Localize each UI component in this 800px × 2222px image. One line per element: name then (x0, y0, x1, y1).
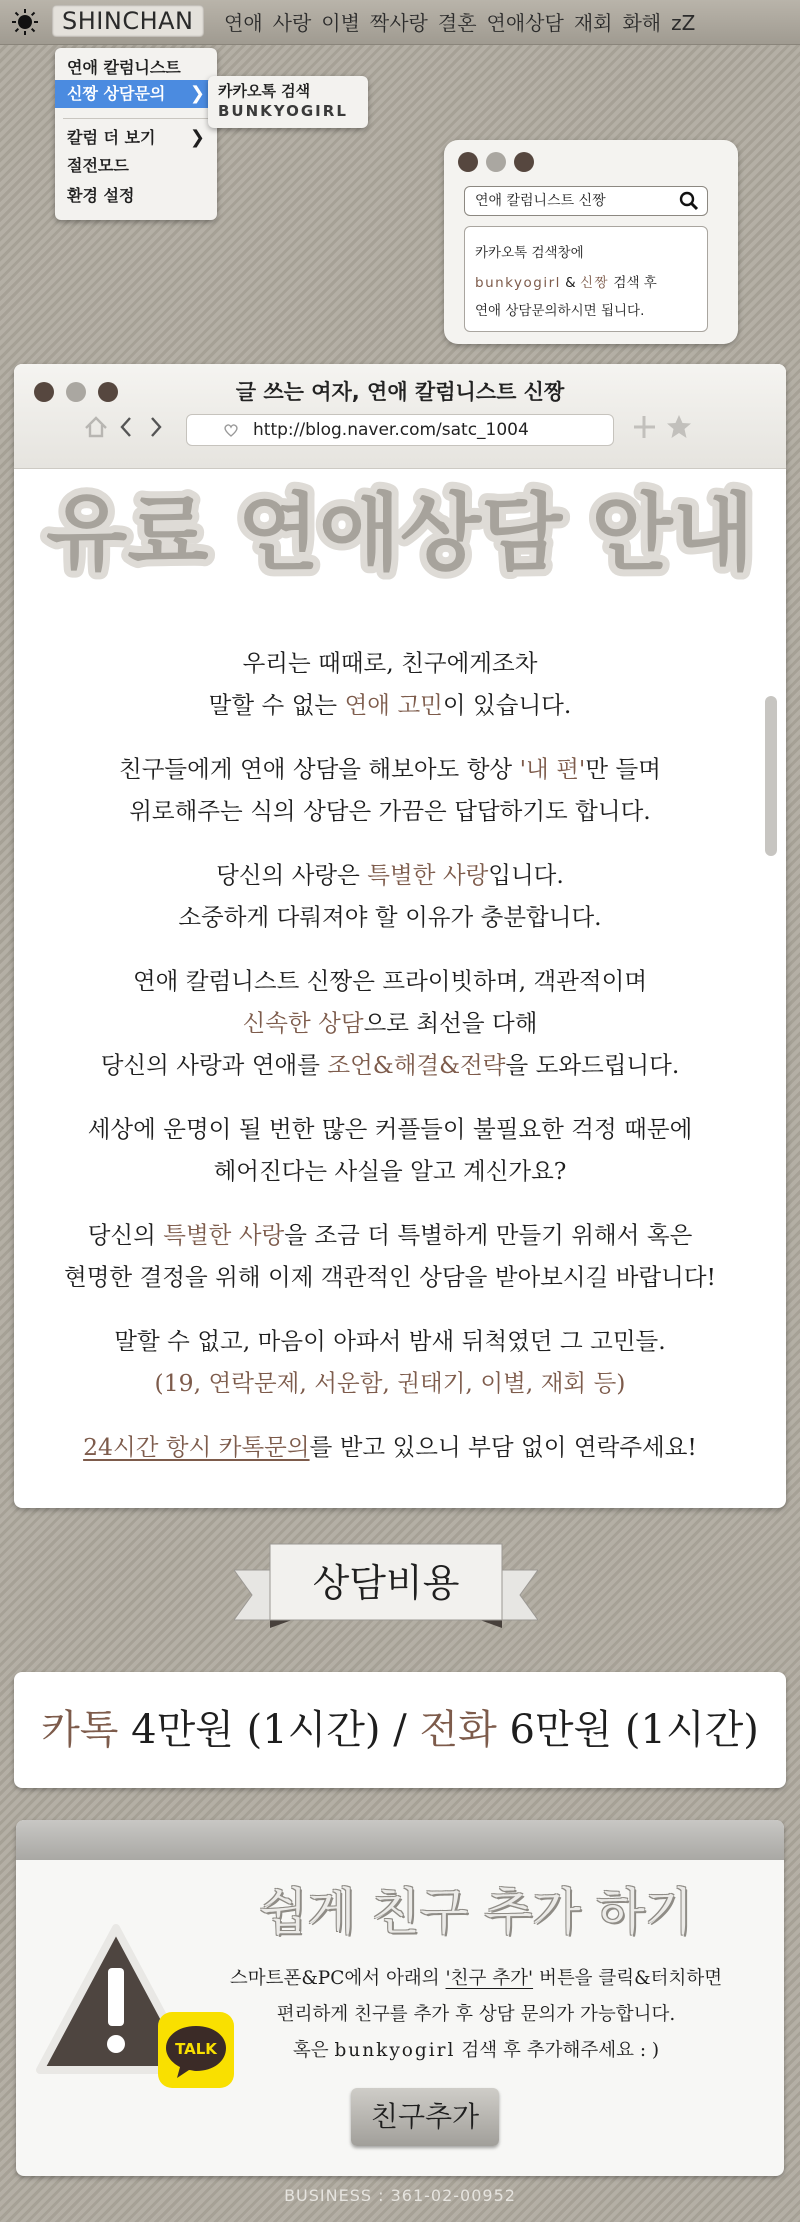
body-line: 우리는 때때로, 친구에게조차 (242, 649, 538, 677)
body-line: 말할 수 없는 연애 고민이 있습니다. (208, 691, 572, 719)
menu-item[interactable]: 사랑 (272, 11, 312, 35)
body-line: 연애 칼럼니스트 신짱은 프라이빗하며, 객관적이며 (132, 967, 648, 995)
window-close-dot[interactable] (458, 152, 478, 172)
menubar (0, 0, 800, 45)
dropdown-item-active[interactable]: 신짱 상담문의 ❯ (55, 80, 217, 108)
add-friend-button[interactable]: 친구추가 (351, 2088, 499, 2146)
body-line: 친구들에게 연애 상담을 해보아도 항상 '내 편'만 들며 (119, 755, 661, 783)
nav-buttons (82, 412, 172, 442)
body-line: 위로해주는 식의 상담은 가끔은 답답하기도 합니다. (129, 797, 651, 825)
warning-icon (32, 1920, 242, 2100)
panel-header (16, 1820, 784, 1860)
price-ribbon-label: 상담비용 (312, 1561, 460, 1605)
search-guide-note: 카카오톡 검색창에 bunkyogirl & 신짱 검색 후 연애 상담문의하시면 됩니다. (464, 226, 708, 332)
body-line: 당신의 사랑은 특별한 사랑입니다. (216, 861, 564, 889)
heart-icon (223, 422, 239, 438)
brand-menu[interactable]: SHINCHAN (52, 5, 204, 37)
panel-text: 편리하게 친구를 추가 후 상담 문의가 가능합니다. (276, 2004, 676, 2025)
menu-item[interactable]: zZ (671, 11, 696, 35)
browser-toolbar (14, 364, 786, 469)
svg-text:유료 연애상담 안내: 유료 연애상담 안내 (46, 484, 754, 582)
submenu-item[interactable]: BUNKYOGIRL (218, 102, 348, 120)
dropdown-item[interactable]: 연애 칼럼니스트 (67, 58, 181, 77)
body-line: 24시간 항시 카톡문의를 받고 있으니 부담 없이 연락주세요! (83, 1433, 697, 1461)
search-icon[interactable] (679, 191, 699, 211)
body-line: 신속한 상담으로 최선을 다해 (242, 1009, 538, 1037)
url-text: http://blog.naver.com/satc_1004 (253, 420, 529, 440)
kakao-talk-icon (158, 2012, 234, 2088)
body-line: 당신의 사랑과 연애를 조언&해결&전략을 도와드립니다. (100, 1051, 680, 1079)
main-browser-window (14, 364, 786, 1508)
chevron-right-icon: ❯ (189, 127, 205, 148)
window-maximize-dot[interactable] (514, 152, 534, 172)
panel-title: 쉽게 친구 추가 하기 (258, 1883, 694, 1941)
window-title: 글 쓰는 여자, 연애 칼럼니스트 신짱 (235, 380, 565, 404)
menu-item[interactable]: 이별 (321, 11, 360, 35)
chevron-right-icon: ❯ (189, 83, 205, 104)
dropdown-item[interactable]: 환경 설정 (67, 186, 135, 205)
dropdown-menu (55, 48, 217, 220)
dropdown-item[interactable]: 절전모드 (67, 156, 129, 175)
body-line: (19, 연락문제, 서운함, 권태기, 이별, 재회 등) (154, 1369, 626, 1397)
sun-icon[interactable] (12, 9, 38, 35)
forward-icon[interactable] (152, 418, 160, 436)
body-line: 세상에 운명이 될 번한 많은 커플들이 불필요한 걱정 때문에 (87, 1115, 693, 1143)
menu-item[interactable]: 결혼 (437, 11, 477, 35)
address-bar[interactable] (186, 414, 614, 446)
business-number: BUSINESS : 361-02-00952 (284, 2186, 516, 2205)
submenu (208, 76, 368, 128)
menu-item[interactable]: 연애상담 (486, 11, 564, 35)
body-line: 소중하게 다뤄져야 할 이유가 충분합니다. (178, 903, 602, 931)
divider (63, 118, 209, 119)
menu-items (224, 0, 705, 44)
body-line: 말할 수 없고, 마음이 아파서 밤새 뒤척였던 그 고민들. (114, 1327, 666, 1355)
body-line: 헤어진다는 사실을 알고 계신가요? (213, 1157, 567, 1185)
window-minimize-dot[interactable] (486, 152, 506, 172)
price-text: 카톡 4만원 (1시간) / 전화 6만원 (1시간) (41, 1707, 759, 1753)
scrollbar-thumb[interactable] (765, 696, 777, 856)
add-friend-panel (16, 1820, 784, 2176)
search-input[interactable]: 연애 칼럼니스트 신짱 (464, 186, 708, 216)
submenu-item[interactable]: 카카오톡 검색 (218, 82, 311, 100)
price-box (14, 1672, 786, 1788)
panel-text: 혹은 bunkyogirl 검색 후 추가해주세요 : ) (292, 2040, 660, 2061)
body-line: 당신의 특별한 사랑을 조금 더 특별하게 만들기 위해서 혹은 (87, 1221, 693, 1249)
dropdown-item[interactable]: 칼럼 더 보기 ❯ (55, 124, 217, 152)
back-icon[interactable] (122, 418, 130, 436)
plus-icon[interactable] (634, 416, 655, 438)
star-icon[interactable] (667, 415, 691, 438)
menu-item[interactable]: 화해 (622, 11, 662, 35)
panel-text: 스마트폰&PC에서 아래의 '친구 추가' 버튼을 클릭&터치하면 (229, 1968, 723, 1989)
search-guide-window (444, 140, 738, 344)
body-line: 현명한 결정을 위해 이제 객관적인 상담을 받아보시길 바랍니다! (64, 1263, 716, 1291)
hero-title (14, 480, 786, 590)
kakao-inquiry-link[interactable]: 24시간 항시 카톡문의 (83, 1433, 310, 1461)
menu-item[interactable]: 짝사랑 (369, 11, 428, 35)
menu-item[interactable]: 연애 (224, 11, 263, 35)
toolbar-actions (634, 412, 694, 442)
home-icon[interactable] (86, 418, 106, 436)
menu-item[interactable]: 재회 (573, 11, 613, 35)
svg-text:TALK: TALK (175, 2040, 217, 2058)
